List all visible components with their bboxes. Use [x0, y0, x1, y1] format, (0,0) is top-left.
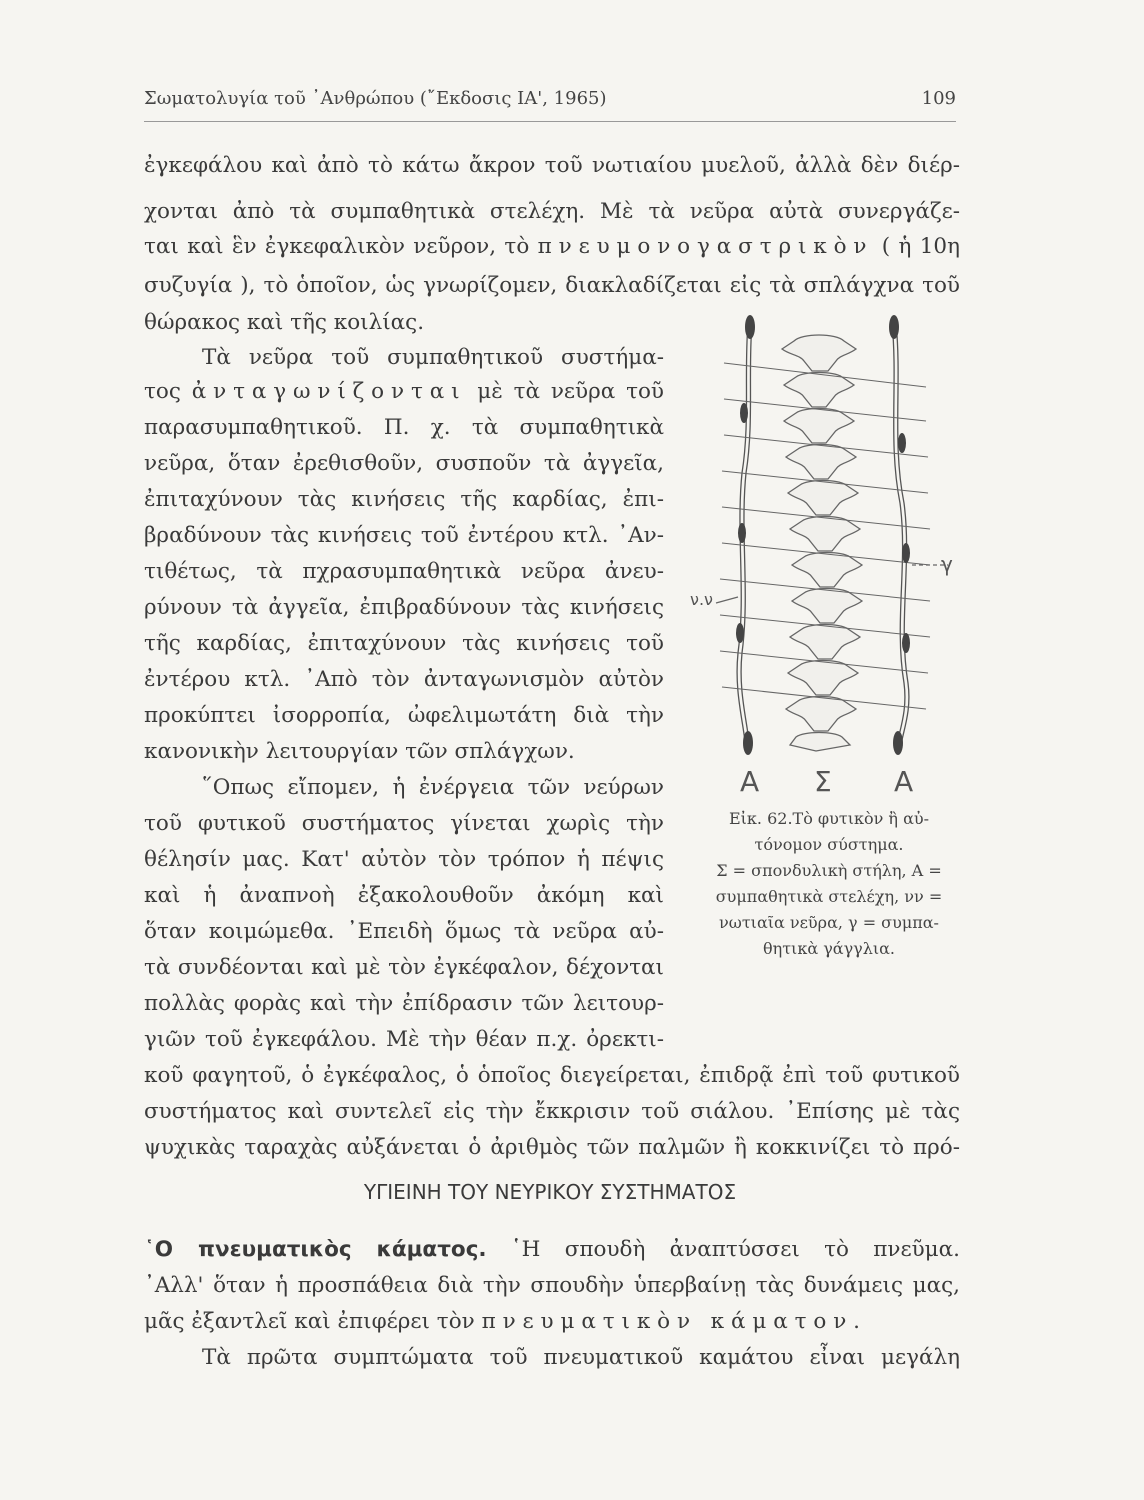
- text-line: ὅταν κοιμώμεθα. ᾿Επειδὴ ὅμως τὰ νεῦρα αὐ-: [144, 919, 664, 944]
- spaced-term: ἀνταγωνίζονται: [191, 379, 467, 404]
- caption-line: τόνομον σύστημα.: [754, 835, 904, 854]
- text-line: κοῦ φαγητοῦ, ὁ ἐγκέφαλος, ὁ ὁποῖος διεγείρεται, ἐπιδρᾷ ἐπὶ τοῦ φυτικοῦ: [144, 1063, 960, 1088]
- text-line: παρασυμπαθητικοῦ. Π. χ. τὰ συμπαθητικὰ: [144, 415, 664, 440]
- text-line: [144, 1304, 960, 1340]
- spaced-term: πνευμονογαστρικὸν: [537, 234, 874, 259]
- text-line: κανονικὴν λειτουργίαν τῶν σπλάγχων.: [144, 739, 575, 764]
- figure-autonomic-nervous-system: [690, 303, 956, 803]
- caption-line: Εἰκ. 62.Τὸ φυτικὸν ἢ αὐ-: [728, 809, 930, 828]
- text-line: τιθέτως, τὰ πχρασυμπαθητικὰ νεῦρα ἀνευ-: [144, 559, 664, 584]
- text-line: συζυγία ), τὸ ὁποῖον, ὡς γνωρίζομεν, διακλαδίζεται εἰς τὰ σπλάγχνα τοῦ: [144, 273, 960, 298]
- text-line: ᾿Αλλ' ὅταν ἡ προσπάθεια διὰ τὴν σπουδὴν ὑπερβαίνῃ τὰς δυνάμεις μας,: [144, 1273, 960, 1298]
- text-line: τὰ συνδέονται καὶ μὲ τὸν ἐγκέφαλον, δέχονται: [144, 955, 664, 980]
- caption-line: συμπαθητικὰ στελέχη, νν =: [715, 887, 943, 906]
- text-line: ῞Οπως εἴπομεν, ἡ ἐνέργεια τῶν νεύρων: [202, 775, 664, 800]
- text-line: ἐγκεφάλου καὶ ἀπὸ τὸ κάτω ἄκρον τοῦ νωτιαίου μυελοῦ, ἀλλὰ δὲν διέρ-: [144, 153, 960, 178]
- spine-illustration: [690, 303, 956, 803]
- text-fragment: μᾶς ἐξαντλεῖ καὶ ἐπιφέρει τὸν: [144, 1309, 475, 1334]
- text-fragment: ται καὶ ἓν ἐγκεφαλικὸν νεῦρον, τὸ: [144, 234, 530, 259]
- text-line: καὶ ἡ ἀναπνοὴ ἐξακολουθοῦν ἀκόμη καὶ: [144, 883, 664, 908]
- caption-line: θητικὰ γάγγλια.: [762, 939, 896, 958]
- text-fragment: ( ἡ 10η: [881, 234, 960, 259]
- text-line: ἐντέρου κτλ. ᾿Απὸ τὸν ἀνταγωνισμὸν αὐτὸν: [144, 667, 664, 692]
- text-fragment: μὲ τὰ νεῦρα τοῦ: [477, 379, 664, 404]
- figure-caption: [684, 806, 974, 962]
- bold-title: ῾Ο πνευματικὸς κάματος.: [144, 1237, 487, 1262]
- label-gamma: γ: [941, 552, 953, 576]
- text-line: ἐπιταχύνουν τὰς κινήσεις τῆς καρδίας, ἐπι-: [144, 487, 664, 512]
- text-line: συστήματος καὶ συντελεῖ εἰς τὴν ἔκκρισιν τοῦ σιάλου. ᾿Επίσης μὲ τὰς: [144, 1099, 960, 1124]
- text-line: ρύνουν τὰ ἀγγεῖα, ἐπιβραδύνουν τὰς κινήσεις: [144, 595, 664, 620]
- header-title: Σωματολυγία τοῦ ᾿Ανθρώπου (῎Εκδοσις ΙΑ', 1965): [144, 88, 607, 109]
- text-line: Τὰ νεῦρα τοῦ συμπαθητικοῦ συστήμα-: [202, 345, 664, 370]
- text-line: [144, 229, 960, 265]
- text-line: χονται ἀπὸ τὰ συμπαθητικὰ στελέχη. Μὲ τὰ νεῦρα αὐτὰ συνεργάζε-: [144, 199, 960, 224]
- text-fragment: τος: [144, 379, 181, 404]
- caption-line: νωτιαῖα νεῦρα, γ = συμπα-: [719, 913, 939, 932]
- label-right-A: Α: [894, 765, 914, 798]
- page-number: 109: [921, 88, 956, 109]
- label-left-A: Α: [740, 765, 760, 798]
- text-line: [144, 1144, 960, 1180]
- header-rule: [144, 121, 956, 122]
- text-line: [144, 1232, 960, 1268]
- text-line: νεῦρα, ὅταν ἐρεθισθοῦν, συσποῦν τὰ ἀγγεῖα,: [144, 451, 664, 476]
- section-heading: ΥΓΙΕΙΝΗ ΤΟΥ ΝΕΥΡΙΚΟΥ ΣΥΣΤΗΜΑΤΟΣ: [363, 1180, 737, 1204]
- text-line: [144, 374, 664, 410]
- text-line: θώρακος καὶ τῆς κοιλίας.: [144, 310, 425, 335]
- text-line: τῆς καρδίας, ἐπιταχύνουν τὰς κινήσεις τοῦ: [144, 631, 664, 656]
- running-header: [144, 88, 956, 109]
- text-line: προκύπτει ἰσορροπία, ὠφελιμωτάτη διὰ τὴν: [144, 703, 664, 728]
- text-line: θέλησίν μας. Κατ' αὐτὸν τὸν τρόπον ἡ πέψις: [144, 847, 664, 872]
- caption-line: Σ = σπονδυλικὴ στήλη, Α =: [716, 861, 942, 880]
- label-sigma: Σ: [814, 765, 832, 798]
- label-nu: ν.ν: [690, 590, 713, 609]
- text-line: τοῦ φυτικοῦ συστήματος γίνεται χωρὶς τὴν: [144, 811, 664, 836]
- spaced-term: πνευματικὸν κάματον.: [481, 1309, 867, 1334]
- text-fragment: ῾Η σπουδὴ ἀναπτύσσει τὸ πνεῦμα.: [510, 1237, 960, 1262]
- text-line: ψυχικὰς ταραχὰς αὐξάνεται ὁ ἀριθμὸς τῶν παλμῶν ἢ κοκκινίζει τὸ πρό-: [144, 1135, 960, 1160]
- text-line: Τὰ πρῶτα συμπτώματα τοῦ πνευματικοῦ καμάτου εἶναι μεγάλη: [202, 1345, 960, 1370]
- text-line: βραδύνουν τὰς κινήσεις τοῦ ἐντέρου κτλ. ᾿Αν-: [144, 523, 664, 548]
- text-line: γιῶν τοῦ ἐγκεφάλου. Μὲ τὴν θέαν π.χ. ὀρεκτι-: [144, 1027, 664, 1052]
- text-line: πολλὰς φορὰς καὶ τὴν ἐπίδρασιν τῶν λειτουρ-: [144, 991, 664, 1016]
